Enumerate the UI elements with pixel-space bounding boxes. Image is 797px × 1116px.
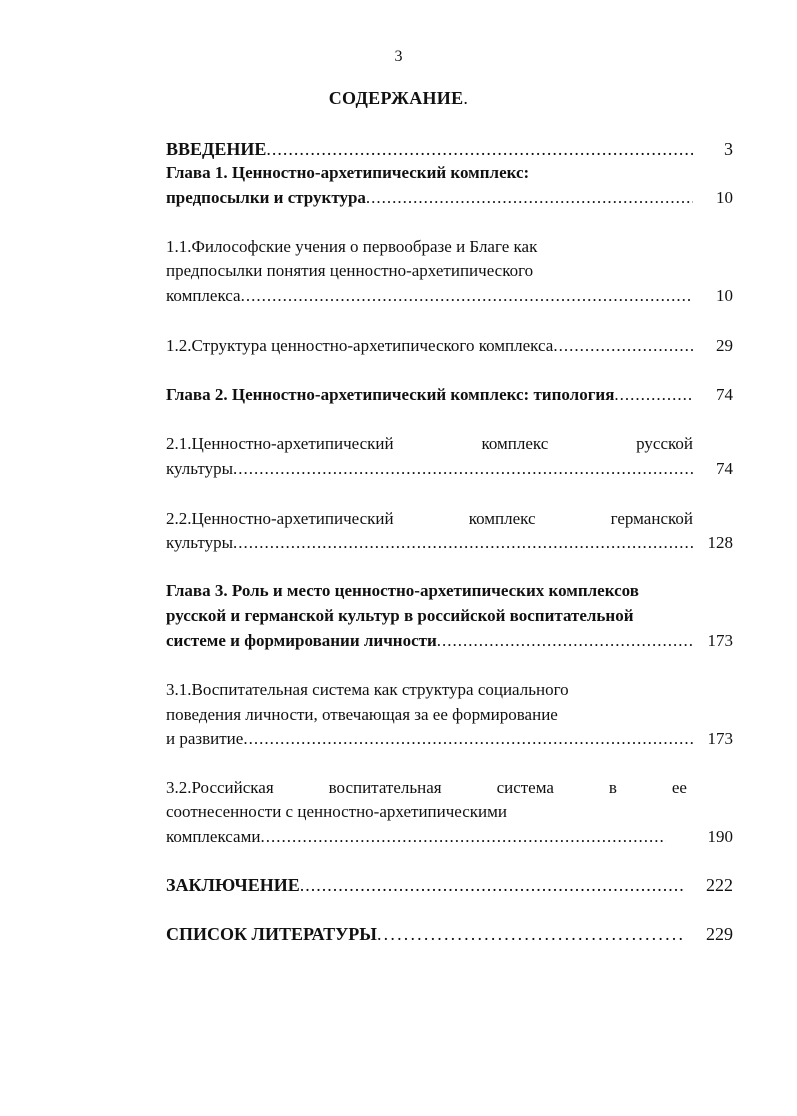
toc-entry-label: ЗАКЛЮЧЕНИЕ	[166, 875, 300, 895]
toc-title-dot: .	[463, 88, 469, 108]
toc-leader-dots	[260, 825, 666, 849]
toc-title-text: СОДЕРЖАНИЕ	[328, 88, 464, 108]
toc-word: в	[608, 778, 617, 797]
toc-leader-dots	[243, 727, 693, 751]
toc-page-number: 173	[707, 631, 733, 650]
toc-word: русской	[636, 434, 693, 453]
toc-entry-label: комплексами	[166, 827, 261, 846]
toc-word: комплекс	[468, 509, 536, 528]
toc-entry-section-2-2	[166, 507, 693, 531]
toc-leader-dots	[366, 186, 693, 210]
toc-leader-dots	[233, 457, 693, 481]
toc-entry-section-3-1: 3.1.Воспитательная система как структура социального	[166, 680, 569, 699]
toc-entry-chapter-1: Глава 1. Ценностно-архетипический комплекс:	[166, 163, 530, 182]
toc-entry-label: СПИСОК ЛИТЕРАТУРЫ	[166, 924, 377, 944]
toc-entry-section-3-2-line-3	[166, 825, 666, 849]
toc-word: 2.1.Ценностно-архетипический	[166, 434, 394, 453]
toc-entry-section-3-1-line-2: поведения личности, отвечающая за ее формирование	[166, 705, 558, 724]
toc-leader-dots	[553, 334, 693, 358]
toc-leader-dots	[233, 531, 693, 555]
toc-entry-bibliography	[166, 922, 686, 946]
toc-entry-label: системе и формировании личности	[166, 631, 437, 650]
toc-page-number: 222	[706, 875, 733, 895]
toc-entry-conclusion	[166, 873, 686, 897]
toc-entry-label: культуры	[166, 533, 233, 552]
toc-entry-section-1-1-line-3	[166, 284, 693, 308]
toc-page-number: 3	[724, 139, 733, 159]
toc-leader-dots	[300, 873, 686, 897]
toc-entry-label: комплекса	[166, 286, 241, 305]
toc-leader-dots	[266, 137, 693, 161]
toc-word: 3.2.Российская	[166, 778, 274, 797]
page-number: 3	[394, 48, 403, 65]
toc-entry-label: культуры	[166, 459, 233, 478]
toc-word: воспитательная	[328, 778, 442, 797]
toc-page-number: 74	[716, 385, 733, 404]
toc-entry-section-1-2	[166, 334, 693, 358]
toc-page-number: 229	[706, 924, 733, 944]
toc-word: германской	[610, 509, 693, 528]
toc-entry-label: и развитие	[166, 729, 244, 748]
toc-entry-label: Глава 2. Ценностно-архетипический комплекс: типология	[166, 385, 615, 404]
toc-leader-dots	[241, 284, 693, 308]
toc-leader-dots	[377, 922, 686, 946]
toc-page-number: 10	[716, 188, 733, 207]
toc-word: ее	[671, 778, 687, 797]
toc-page-number: 173	[707, 729, 733, 748]
toc-leader-dots	[614, 383, 693, 407]
toc-entry-chapter-3: Глава 3. Роль и место ценностно-архетипических комплексов	[166, 581, 639, 600]
toc-entry-section-1-1: 1.1.Философские учения о первообразе и Благе как	[166, 237, 538, 256]
toc-page-number: 128	[707, 533, 733, 552]
toc-entry-chapter-3-line-3	[166, 629, 693, 653]
toc-entry-chapter-1-line-2	[166, 186, 693, 210]
toc-entry-introduction	[166, 137, 693, 161]
toc-page-number: 10	[716, 286, 733, 305]
toc-entry-section-2-2-line-2	[166, 531, 693, 555]
toc-page-number: 29	[716, 336, 733, 355]
toc-entry-section-2-1-line-2	[166, 457, 693, 481]
toc-entry-label: предпосылки и структура	[166, 188, 366, 207]
toc-entry-label: ВВЕДЕНИЕ	[166, 139, 267, 159]
toc-word: комплекс	[481, 434, 549, 453]
toc-leader-dots	[437, 629, 693, 653]
toc-entry-chapter-2	[166, 383, 693, 407]
toc-word: система	[496, 778, 554, 797]
toc-page-number: 190	[707, 827, 733, 846]
toc-entry-section-3-2	[166, 776, 687, 800]
toc-page-number: 74	[716, 459, 733, 478]
toc-entry-chapter-3-line-2: русской и германской культур в российской воспитательной	[166, 606, 634, 625]
toc-entry-section-3-2-line-2: соотнесенности с ценностно-архетипическими	[166, 802, 508, 821]
toc-entry-section-3-1-line-3	[166, 727, 693, 751]
page-title	[0, 88, 797, 109]
toc-word: 2.2.Ценностно-архетипический	[166, 509, 394, 528]
toc-entry-section-2-1	[166, 432, 693, 456]
toc-entry-section-1-1-line-2: предпосылки понятия ценностно-архетипического	[166, 261, 534, 280]
toc-entry-label: 1.2.Структура ценностно-архетипического комплекса	[166, 336, 554, 355]
